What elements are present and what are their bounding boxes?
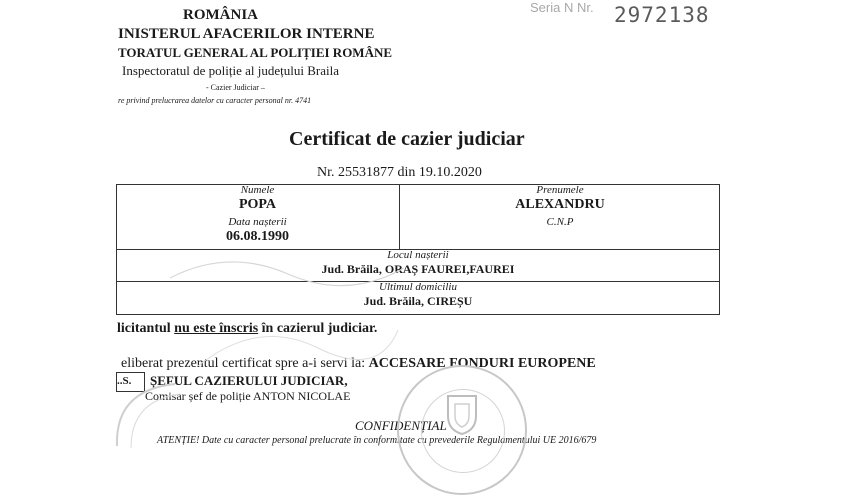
given-name-label: Prenumele: [536, 184, 584, 196]
statement-status: nu este înscris: [174, 321, 259, 336]
inspectorate-county: Inspectoratul de poliție al județului Braila: [122, 63, 339, 78]
purpose-value: ACCESARE FONDURI EUROPENE: [368, 356, 596, 371]
serial-label: Seria N Nr.: [530, 0, 594, 15]
chief-title: ȘEFUL CAZIERULUI JUDICIAR,: [150, 373, 348, 388]
last-address-value: Jud. Brăila, CIREȘU: [363, 294, 473, 308]
officer-name: Comisar șef de poliție ANTON NICOLAE: [145, 389, 351, 403]
statement-prefix: licitantul: [117, 321, 175, 336]
document-number: Nr. 25531877 din 19.10.2020: [317, 165, 482, 180]
country-title: ROMÂNIA: [183, 7, 258, 23]
purpose-text: eliberat prezentul certificat spre a-i servi la:: [121, 356, 369, 371]
ls-mark: ..S.: [117, 375, 132, 387]
birth-date-label: Data nașterii: [228, 216, 287, 228]
cnp-label: C.N.P: [546, 216, 574, 228]
serial-number: 2972138: [614, 3, 710, 27]
coat-of-arms-icon: [444, 392, 480, 436]
given-name-value: ALEXANDRU: [515, 197, 605, 212]
document-title: Certificat de cazier judiciar: [289, 128, 525, 150]
data-processing-note: re privind prelucrarea datelor cu caracter personal nr. 4741: [118, 96, 312, 105]
inspectorate-general: TORATUL GENERAL AL POLIȚIEI ROMÂNE: [118, 45, 393, 60]
birthplace-label: Locul nașterii: [387, 249, 449, 261]
birthplace-value: Jud. Brăila, ORAȘ FAUREI,FAUREI: [321, 262, 515, 276]
surname-label: Numele: [240, 184, 275, 196]
last-address-label: Ultimul domiciliu: [379, 281, 457, 293]
birth-date-value: 06.08.1990: [226, 229, 289, 244]
signature-scribble: [168, 238, 408, 378]
ministry-title: INISTERUL AFACERILOR INTERNE: [118, 26, 375, 42]
statement-suffix: în cazierul judiciar.: [258, 321, 378, 336]
confidential-label: CONFIDENȚIAL: [355, 418, 447, 433]
surname-value: POPA: [238, 197, 277, 212]
seal-arc: [105, 380, 185, 450]
section-name: - Cazier Judiciar –: [206, 83, 265, 92]
gdpr-warning: ATENȚIE! Date cu caracter personal prelucrate în conformitate cu prevederile Regulamentului UE 2016/679: [157, 435, 597, 446]
